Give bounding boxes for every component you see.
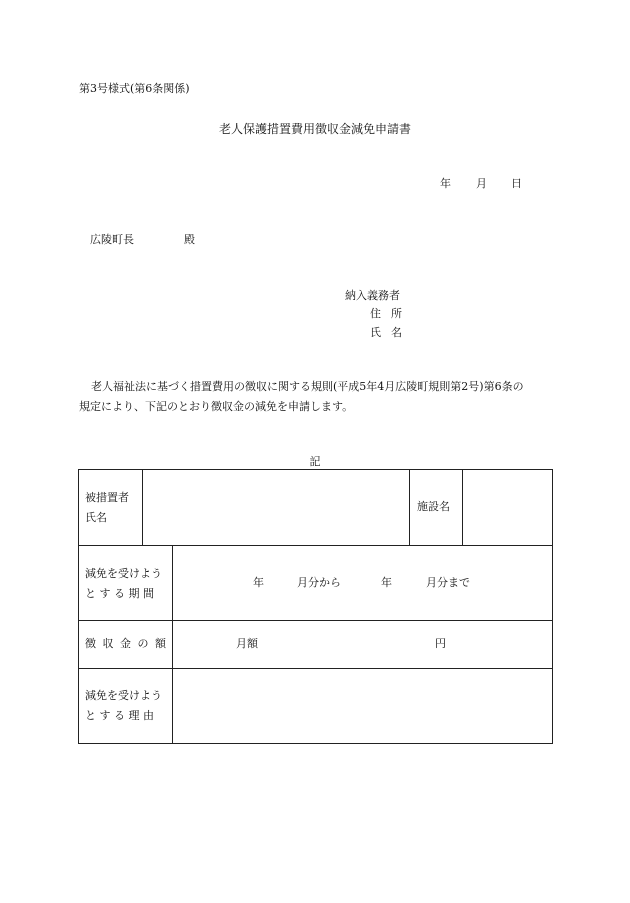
period-year-1: 年 bbox=[253, 576, 264, 589]
addressee-name: 広陵町長 bbox=[90, 233, 134, 246]
row-divider-1 bbox=[79, 545, 552, 546]
row1-facility-divider-left bbox=[409, 470, 410, 545]
insured-person-name-field[interactable] bbox=[143, 470, 409, 545]
monthly-amount-label: 月額 bbox=[236, 637, 258, 650]
applicant-label: 納入義務者 bbox=[345, 289, 400, 302]
name-label: 氏名 bbox=[370, 326, 412, 339]
period-label-line-1: 減免を受けよう bbox=[85, 567, 162, 580]
reason-label-line-1: 減免を受けよう bbox=[85, 689, 162, 702]
facility-name-field[interactable] bbox=[463, 470, 552, 545]
body-text-line-2: 規定により、下記のとおり徴収金の減免を申請します。 bbox=[79, 400, 354, 413]
address-label: 住所 bbox=[370, 307, 412, 320]
body-text-line-1: 老人福祉法に基づく措置費用の徴収に関する規則(平成5年4月広陵町規則第2号)第6条の bbox=[91, 380, 524, 393]
amount-label: 徴収金の額 bbox=[85, 637, 173, 650]
document-title: 老人保護措置費用徴収金減免申請書 bbox=[218, 122, 411, 136]
yen-label: 円 bbox=[435, 637, 446, 650]
form-number: 第3号様式(第6条関係) bbox=[79, 82, 190, 95]
row-divider-2 bbox=[79, 620, 552, 621]
date-month-label: 月 bbox=[476, 177, 487, 190]
reason-label-line-2: とする理由 bbox=[85, 709, 158, 722]
facility-name-label: 施設名 bbox=[417, 500, 450, 513]
addressee-honorific: 殿 bbox=[184, 233, 195, 246]
period-label-line-2: とする期間 bbox=[85, 587, 158, 600]
insured-label-line-2: 氏名 bbox=[85, 511, 107, 524]
period-to: 月分まで bbox=[426, 576, 470, 589]
reason-field[interactable] bbox=[173, 669, 552, 743]
date-year-label: 年 bbox=[440, 177, 451, 190]
insured-person-label bbox=[85, 488, 137, 528]
reason-label bbox=[85, 686, 162, 726]
period-label bbox=[85, 564, 162, 604]
date-day-label: 日 bbox=[511, 177, 522, 190]
application-table bbox=[78, 469, 553, 744]
ki-heading: 記 bbox=[309, 455, 321, 468]
period-year-2: 年 bbox=[381, 576, 392, 589]
period-from: 月分から bbox=[297, 576, 341, 589]
insured-label-line-1: 被措置者 bbox=[85, 491, 129, 504]
